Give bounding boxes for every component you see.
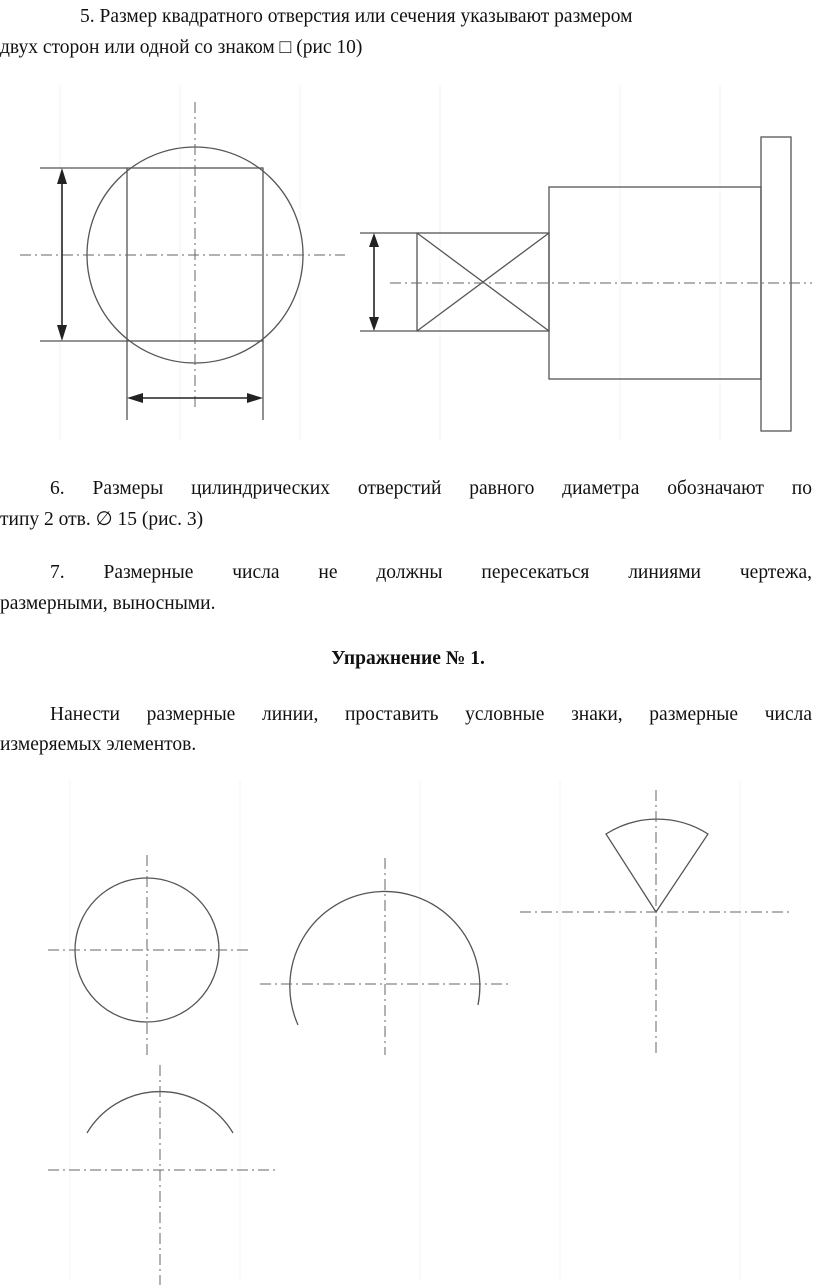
rule7-line1: 7. Размерные числа не должны пересекаться линиями чертежа,	[50, 562, 812, 583]
rule5-line1: 5. Размер квадратного отверстия или сечения указывают размером	[80, 6, 633, 27]
arrow-up	[57, 168, 67, 184]
scan-texture	[60, 85, 720, 440]
exercise-line1: Нанести размерные линии, проставить условные знаки, размерные числа	[50, 704, 812, 725]
arrow-right	[247, 393, 263, 403]
arrow-left	[127, 393, 143, 403]
rule6-line1: 6. Размеры цилиндрических отверстий равного диаметра обозначают по	[50, 478, 812, 499]
figure-10-drawing	[0, 80, 816, 450]
scan-texture	[70, 780, 740, 1280]
shaft-flange	[761, 137, 791, 431]
exercise-drawing	[0, 770, 816, 1288]
exercise-title: Упражнение № 1.	[331, 648, 485, 669]
exercise-line2: измеряемых элементов.	[0, 734, 197, 755]
arrow-down	[57, 325, 67, 341]
rule5-line2: двух сторон или одной со знаком □ (рис 10)	[0, 37, 363, 58]
rule6-line2: типу 2 отв. ∅ 15 (рис. 3)	[0, 509, 204, 530]
exercise-sector	[606, 819, 708, 912]
rule7-line2: размерными, выносными.	[0, 593, 216, 614]
